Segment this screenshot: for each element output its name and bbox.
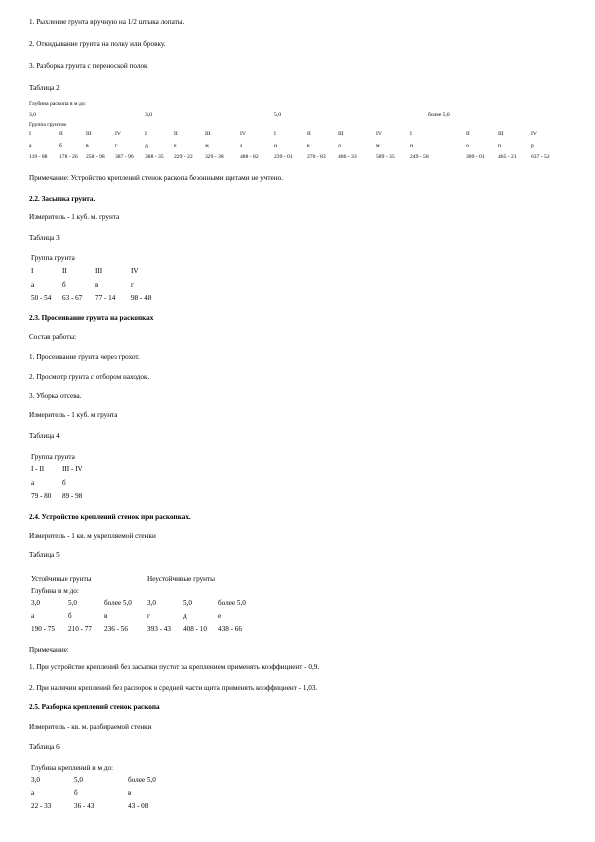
table2-group: I (29, 131, 31, 137)
table2-value: 387 - 96 (115, 154, 134, 160)
table3-letter: б (62, 281, 66, 289)
table5-letter: б (68, 612, 72, 620)
table2-group: III (86, 131, 92, 137)
measure-2-3: Измеритель - 1 куб. м грунта (29, 411, 118, 419)
table6-value: 43 - 08 (128, 802, 149, 810)
table2-value: 258 - 98 (86, 154, 105, 160)
table5-stable-header: Устойчивые грунты (31, 575, 92, 583)
table5-letter: в (104, 612, 108, 620)
table2-value: 488 - 82 (240, 154, 259, 160)
table2-letter: д (145, 143, 148, 149)
table2-group: II (466, 131, 470, 137)
table3-letter: а (31, 281, 35, 289)
note-1: 1. При устройстве креплений без засыпки пустот за креплением применять коэффициент - 0,9. (29, 663, 320, 671)
note-heading: Примечание: (29, 646, 69, 654)
table4-group: III - IV (62, 465, 83, 473)
table3-letter: в (95, 281, 99, 289)
table2-letter: б (59, 143, 62, 149)
work-step-2: 2. Просмотр грунта с отбором находок. (29, 373, 150, 381)
table6-letter: в (128, 789, 132, 797)
table2-depth: 3,0 (145, 112, 152, 118)
table2-value: 249 - 58 (410, 154, 429, 160)
table5-letter: е (218, 612, 222, 620)
table2-letter: о (466, 143, 469, 149)
table6-value: 22 - 33 (31, 802, 52, 810)
table2-depth: 5,0 (274, 112, 281, 118)
table2-value: 406 - 33 (338, 154, 357, 160)
table2-value: 270 - 83 (307, 154, 326, 160)
work-composition: Состав работы: (29, 333, 77, 341)
table3-group: II (62, 267, 67, 275)
table2-group: II (307, 131, 311, 137)
table2-letter: н (410, 143, 413, 149)
table3-group: I (31, 267, 34, 275)
table5-value: 408 - 10 (183, 625, 207, 633)
table2-title: Таблица 2 (29, 84, 60, 92)
table2-group: III (338, 131, 344, 137)
table6-label: Глубина креплений в м до: (31, 764, 114, 772)
table5-depth: более 5,0 (104, 599, 132, 607)
table3-value: 63 - 67 (62, 294, 83, 302)
table2-letter: з (240, 143, 243, 149)
table2-depth: 3,0 (29, 112, 36, 118)
table4-letter: а (31, 479, 35, 487)
table2-letter: г (115, 143, 118, 149)
section-2-2-heading: 2.2. Засыпка грунта. (29, 195, 96, 203)
table2-letter: ж (205, 143, 209, 149)
work-step-3: 3. Уборка отсева. (29, 392, 82, 400)
table2-value: 329 - 38 (205, 154, 224, 160)
table5-value: 190 - 75 (31, 625, 55, 633)
table5-letter: а (31, 612, 35, 620)
table5-depth: 3,0 (31, 599, 40, 607)
table6-depth: 3,0 (31, 776, 40, 784)
table4-label: Группа грунта (31, 453, 75, 461)
table5-value: 438 - 66 (218, 625, 242, 633)
table2-group: II (174, 131, 178, 137)
table6-value: 36 - 43 (74, 802, 95, 810)
table6-depth: более 5,0 (128, 776, 156, 784)
table2-value: 388 - 35 (145, 154, 164, 160)
table5-depth: 5,0 (183, 599, 192, 607)
table2-group: I (145, 131, 147, 137)
table3-group: IV (131, 267, 139, 275)
table5-title: Таблица 5 (29, 551, 60, 559)
table2-group: I (274, 131, 276, 137)
table6-letter: б (74, 789, 78, 797)
table2-group: IV (531, 131, 537, 137)
table2-letter: е (174, 143, 177, 149)
table6-depth: 5,0 (74, 776, 83, 784)
table2-value: 119 - 88 (29, 154, 48, 160)
table3-group: III (95, 267, 103, 275)
measure-2-2: Измеритель - 1 куб. м. грунта (29, 213, 120, 221)
table2-group: IV (376, 131, 382, 137)
table2-depth-label: Глубина раскопа в м до: (29, 101, 87, 107)
table3-label: Группа грунта (31, 254, 75, 262)
table2-group: III (498, 131, 504, 137)
table5-depth: 3,0 (147, 599, 156, 607)
section-2-5-heading: 2.5. Разборка креплений стенок раскопа (29, 703, 160, 711)
table2-letter: к (307, 143, 310, 149)
table4-letter: б (62, 479, 66, 487)
table2-letter: и (274, 143, 277, 149)
table2-letter: п (498, 143, 501, 149)
table5-unstable-header: Неустойчивые грунты (147, 575, 215, 583)
table5-value: 393 - 43 (147, 625, 171, 633)
table2-letter: а (29, 143, 32, 149)
table5-depth: более 5,0 (218, 599, 246, 607)
table6-letter: а (31, 789, 35, 797)
note-2: 2. При наличии креплений без распорок в средней части щита применять коэффициент - 1,03. (29, 684, 318, 692)
table2-letter: р (531, 143, 534, 149)
table3-value: 98 - 48 (131, 294, 152, 302)
table4-group: I - II (31, 465, 45, 473)
table2-value: 589 - 35 (376, 154, 395, 160)
table6-title: Таблица 6 (29, 743, 60, 751)
table3-letter: г (131, 281, 134, 289)
table2-value: 465 - 21 (498, 154, 517, 160)
table2-group-label: Группа грунтов (29, 122, 66, 128)
step-loosening: 1. Рыхление грунта вручную на 1/2 штыка лопаты. (29, 18, 185, 26)
table5-depth-label: Глубина в м до: (31, 587, 79, 595)
table2-value: 309 - 01 (466, 154, 485, 160)
table2-value: 637 - 52 (531, 154, 550, 160)
table5-letter: д (183, 612, 187, 620)
table5-letter: г (147, 612, 150, 620)
section-2-3-heading: 2.3. Просеивание грунта на раскопках (29, 314, 154, 322)
table2-group: I (410, 131, 412, 137)
table2-group: III (205, 131, 211, 137)
table2-group: IV (240, 131, 246, 137)
table2-group: II (59, 131, 63, 137)
table2-value: 239 - 01 (274, 154, 293, 160)
measure-2-4: Измеритель - 1 кв. м укрепляемой стенки (29, 532, 156, 540)
step-throwing: 2. Откидывание грунта на полку или бровку. (29, 40, 166, 48)
table5-value: 236 - 56 (104, 625, 128, 633)
measure-2-5: Измеритель - кв. м. разбираемой стенки (29, 723, 152, 731)
table3-title: Таблица 3 (29, 234, 60, 242)
table3-value: 77 - 14 (95, 294, 116, 302)
table5-depth: 5,0 (68, 599, 77, 607)
table2-letter: л (338, 143, 341, 149)
work-step-1: 1. Просеивание грунта через грохот. (29, 353, 140, 361)
note-table2: Примечание: Устройство креплений стенок раскопа безонными щитами не учтено. (29, 174, 283, 182)
table2-group: IV (115, 131, 121, 137)
table4-title: Таблица 4 (29, 432, 60, 440)
table5-value: 210 - 77 (68, 625, 92, 633)
table2-letter: в (86, 143, 89, 149)
table2-letter: м (376, 143, 380, 149)
step-dismantling: 3. Разборка грунта с переноской полок (29, 62, 148, 70)
table4-value: 79 - 80 (31, 492, 52, 500)
table3-value: 50 - 54 (31, 294, 52, 302)
table2-value: 229 - 22 (174, 154, 193, 160)
table2-value: 178 - 26 (59, 154, 78, 160)
table4-value: 89 - 98 (62, 492, 83, 500)
section-2-4-heading: 2.4. Устройство креплений стенок при раскопках. (29, 513, 191, 521)
table2-depth: более 5,0 (428, 112, 450, 118)
